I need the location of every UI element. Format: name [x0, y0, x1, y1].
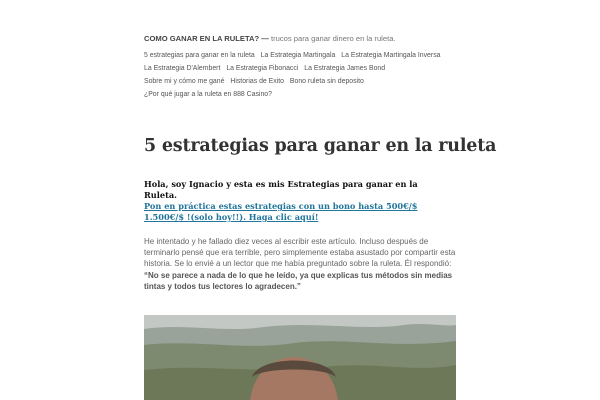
site-header — [144, 34, 464, 101]
title-separator: — — [259, 34, 271, 43]
nav-row — [144, 88, 464, 101]
site-tagline: trucos para ganar dinero en la ruleta. — [271, 34, 396, 43]
intro-text: Hola, soy Ignacio y esta es mis Estrategias para ganar en la Ruleta. — [144, 179, 418, 200]
nav-item-888-casino[interactable]: ¿Por qué jugar a la ruleta en 888 Casino? — [144, 90, 272, 98]
nav-item-fibonacci[interactable]: La Estrategia Fibonacci — [226, 64, 299, 72]
nav-row — [144, 49, 464, 62]
nav-item-5-estrategias[interactable]: 5 estrategias para ganar en la ruleta — [144, 51, 255, 59]
paragraph-text: He intentado y he fallado diez veces al escribir este artículo. Incluso después de terminarlo pensé que era terrible, pero simplemente estaba asustado por compartir esta historia. Se lo envié a un lector que me había preguntado sobre la ruleta. Él respondió: — [144, 237, 456, 269]
main-navigation — [144, 49, 464, 101]
article-intro — [144, 179, 444, 223]
promo-link[interactable]: Pon en práctica estas estrategias con un bono hasta 500€/$ 1.500€/$ !(solo hoy!!). Haga clic aquí! — [144, 201, 418, 222]
nav-item-martingala[interactable]: La Estrategia Martingala — [260, 51, 336, 59]
nav-row — [144, 75, 464, 88]
article-title: 5 estrategias para ganar en la ruleta — [144, 136, 497, 156]
site-title-link[interactable]: COMO GANAR EN LA RULETA? — [144, 34, 260, 43]
site-branding — [144, 34, 464, 45]
nav-item-bono[interactable]: Bono ruleta sin deposito — [289, 77, 364, 85]
nav-item-martingala-inversa[interactable]: La Estrategia Martingala Inversa — [341, 51, 441, 59]
nav-row — [144, 62, 464, 75]
landscape-illustration — [144, 315, 456, 400]
nav-item-james-bond[interactable]: La Estrategia James Bond — [304, 64, 386, 72]
nav-item-sobre-mi[interactable]: Sobre mi y cómo me gané — [144, 77, 225, 85]
nav-item-dalembert[interactable]: La Estrategia D'Alembert — [144, 64, 221, 72]
author-photo — [144, 315, 456, 400]
reader-quote: “No se parece a nada de lo que he leído, ya que explicas tus métodos sin medias tintas y todos tus lectores lo agradecen.” — [144, 270, 453, 291]
article-paragraph — [144, 236, 456, 292]
nav-item-historias[interactable]: Historias de Exito — [230, 77, 284, 85]
